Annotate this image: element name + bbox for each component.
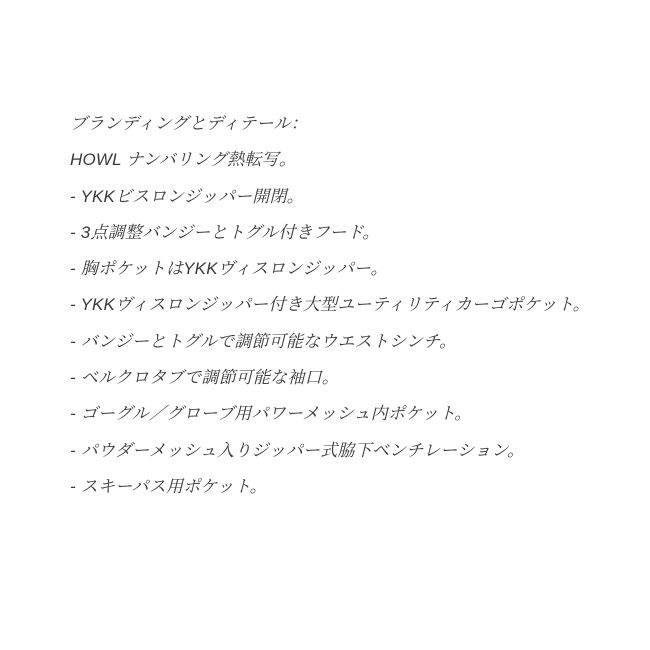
bullet-dash: - (70, 295, 81, 315)
feature-text: パウダーメッシュ入りジッパー式脇下ベンチレーション。 (80, 440, 525, 460)
feature-item (70, 433, 630, 469)
feature-item (70, 179, 630, 215)
branding-line: HOWL ナンバリング熱転写。 (70, 150, 297, 170)
feature-text: ゴーグル／グローブ用パワーメッシュ内ポケット。 (80, 404, 472, 424)
feature-text: YKKビスロンジッパー開閉。 (80, 186, 304, 206)
feature-item (70, 251, 630, 287)
feature-text: バンジーとトグルで調節可能なウエストシンチ。 (80, 331, 457, 351)
bullet-dash: - (70, 440, 81, 460)
bullet-dash: - (70, 331, 81, 351)
bullet-dash: - (70, 476, 81, 496)
bullet-dash: - (70, 368, 81, 388)
feature-text: スキーパス用ポケット。 (80, 476, 267, 496)
feature-text: 3点調整バンジーとトグル付きフード。 (80, 222, 380, 242)
section-heading: ブランディングとディテール： (70, 114, 308, 133)
feature-item (70, 324, 630, 360)
feature-item (70, 360, 630, 396)
feature-list (70, 179, 630, 506)
product-description (70, 106, 630, 505)
feature-item (70, 396, 630, 432)
feature-item (70, 469, 630, 505)
feature-text: YKKヴィスロンジッパー付き大型ユーティリティカーゴポケット。 (80, 295, 590, 315)
feature-text: 胸ポケットはYKKヴィスロンジッパー。 (80, 259, 388, 279)
bullet-dash: - (70, 186, 81, 206)
bullet-dash: - (70, 259, 81, 279)
feature-text: ベルクロタブで調節可能な袖口。 (80, 368, 339, 388)
feature-item (70, 287, 630, 323)
feature-item (70, 215, 630, 251)
bullet-dash: - (70, 222, 81, 242)
bullet-dash: - (70, 404, 81, 424)
